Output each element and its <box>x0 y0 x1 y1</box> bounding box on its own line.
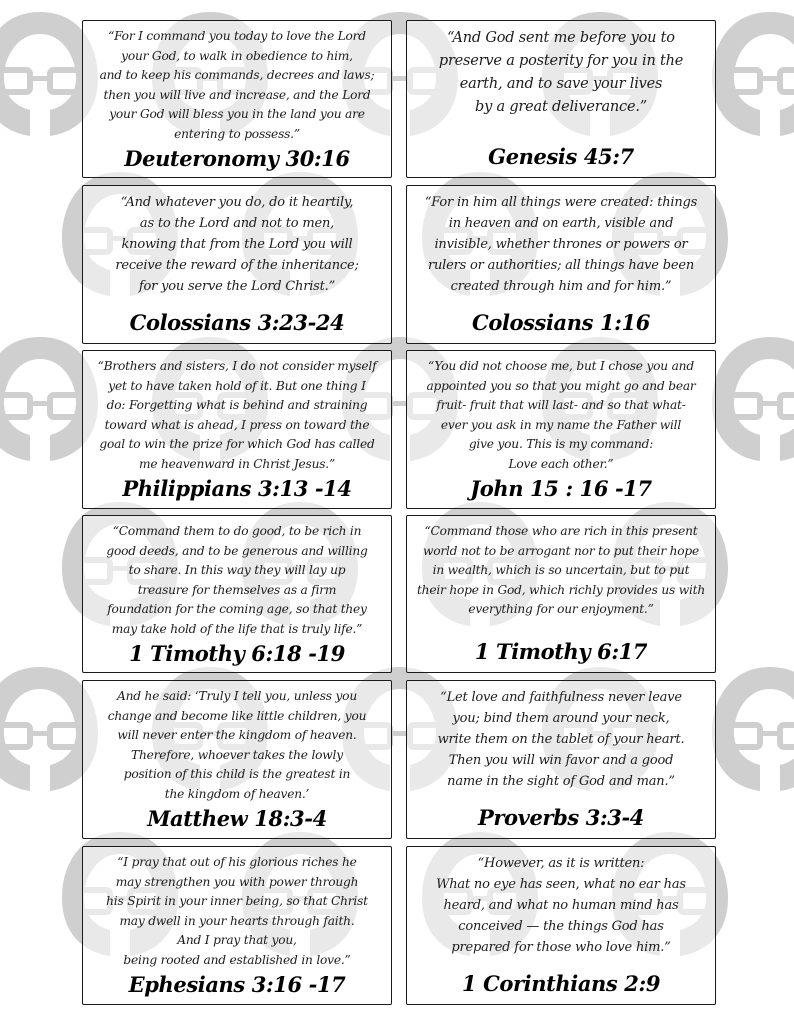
verse-card-genesis <box>406 20 716 178</box>
verse-card-1-timothy-17 <box>406 515 716 673</box>
verse-text: “Brothers and sisters, I do not consider myself yet to have taken hold of it. But one thing I do: Forgetting what is behind and straining toward what is ahead, I press on toward the goal to win the prize for which God has called me heavenward in Christ Jesus.” <box>97 359 377 471</box>
verse-text: “For in him all things were created: things in heaven and on earth, visible and invisible, whether thrones or powers or rulers or authorities; all things have been created through him and for him.” <box>424 195 698 294</box>
verse-reference: Proverbs 3:3-4 <box>477 805 644 830</box>
verse-card-john <box>406 350 716 509</box>
verse-card-1-corinthians <box>406 846 716 1005</box>
verse-reference: Deuteronomy 30:16 <box>124 146 350 171</box>
verse-reference: Colossians 1:16 <box>472 310 650 335</box>
verse-card-deuteronomy <box>82 20 392 178</box>
verse-reference: 1 Timothy 6:17 <box>474 639 648 664</box>
verse-text: “For I command you today to love the Lord your God, to walk in obedience to him, and to keep his commands, decrees and laws; then you will live and increase, and the Lord your God will bless you in the land you are entering to possess.” <box>99 29 375 141</box>
verse-reference: Ephesians 3:16 -17 <box>128 972 346 997</box>
verse-reference: John 15 : 16 -17 <box>470 476 652 501</box>
verse-text: “I pray that out of his glorious riches he may strengthen you with power through his Spirit in your inner being, so that Christ may dwell in your hearts through faith. And I pray that you, being rooted and established in love.” <box>106 855 368 967</box>
verse-reference: 1 Corinthians 2:9 <box>461 971 661 996</box>
verse-text: “Let love and faithfulness never leave you; bind them around your neck, write them on the tablet of your heart. Then you will win favor and a good name in the sight of God and man.” <box>437 690 685 789</box>
verse-text: “And God sent me before you to preserve a posterity for you in the earth, and to save your lives by a great deliverance.” <box>438 30 684 115</box>
verse-card-colossians-1 <box>406 185 716 344</box>
verse-reference: Genesis 45:7 <box>488 144 634 169</box>
verse-reference: 1 Timothy 6:18 -19 <box>129 641 345 666</box>
verse-text: And he said: ‘Truly I tell you, unless you change and become like little children, you will never enter the kingdom of heaven. Therefore, whoever takes the lowly position of this child is the greatest in the kingdom of heaven.’ <box>107 689 367 801</box>
verse-text: “Command them to do good, to be rich in good deeds, and to be generous and willing to share. In this way they will lay up treasure for themselves as a firm foundation for the coming age, so that they may take hold of the life that is truly life.” <box>106 524 368 636</box>
verse-text: “And whatever you do, do it heartily, as to the Lord and not to men, knowing that from the Lord you will receive the reward of the inheritance; for you serve the Lord Christ.” <box>115 195 359 294</box>
verse-reference: Philippians 3:13 -14 <box>122 476 352 501</box>
verse-card-matthew <box>82 680 392 839</box>
verse-card-ephesians <box>82 846 392 1005</box>
verse-card-colossians-3 <box>82 185 392 344</box>
verse-reference: Colossians 3:23-24 <box>129 310 345 335</box>
verse-text: “You did not choose me, but I chose you and appointed you so that you might go and bear fruit- fruit that will last- and so that what- ever you ask in my name the Father will give you. This is my command: Love each other.” <box>426 359 696 471</box>
verse-reference: Matthew 18:3-4 <box>147 806 327 831</box>
verse-card-philippians <box>82 350 392 509</box>
verse-text: “However, as it is written: What no eye has seen, what no ear has heard, and what no human mind has conceived — the things God has prepared for those who love him.” <box>436 856 686 955</box>
verse-card-1-timothy-18 <box>82 515 392 673</box>
verse-card-proverbs <box>406 680 716 839</box>
verse-text: “Command those who are rich in this present world not to be arrogant nor to put their hope in wealth, which is so uncertain, but to put their hope in God, which richly provides us with everything for our enjoyment.” <box>416 524 705 616</box>
